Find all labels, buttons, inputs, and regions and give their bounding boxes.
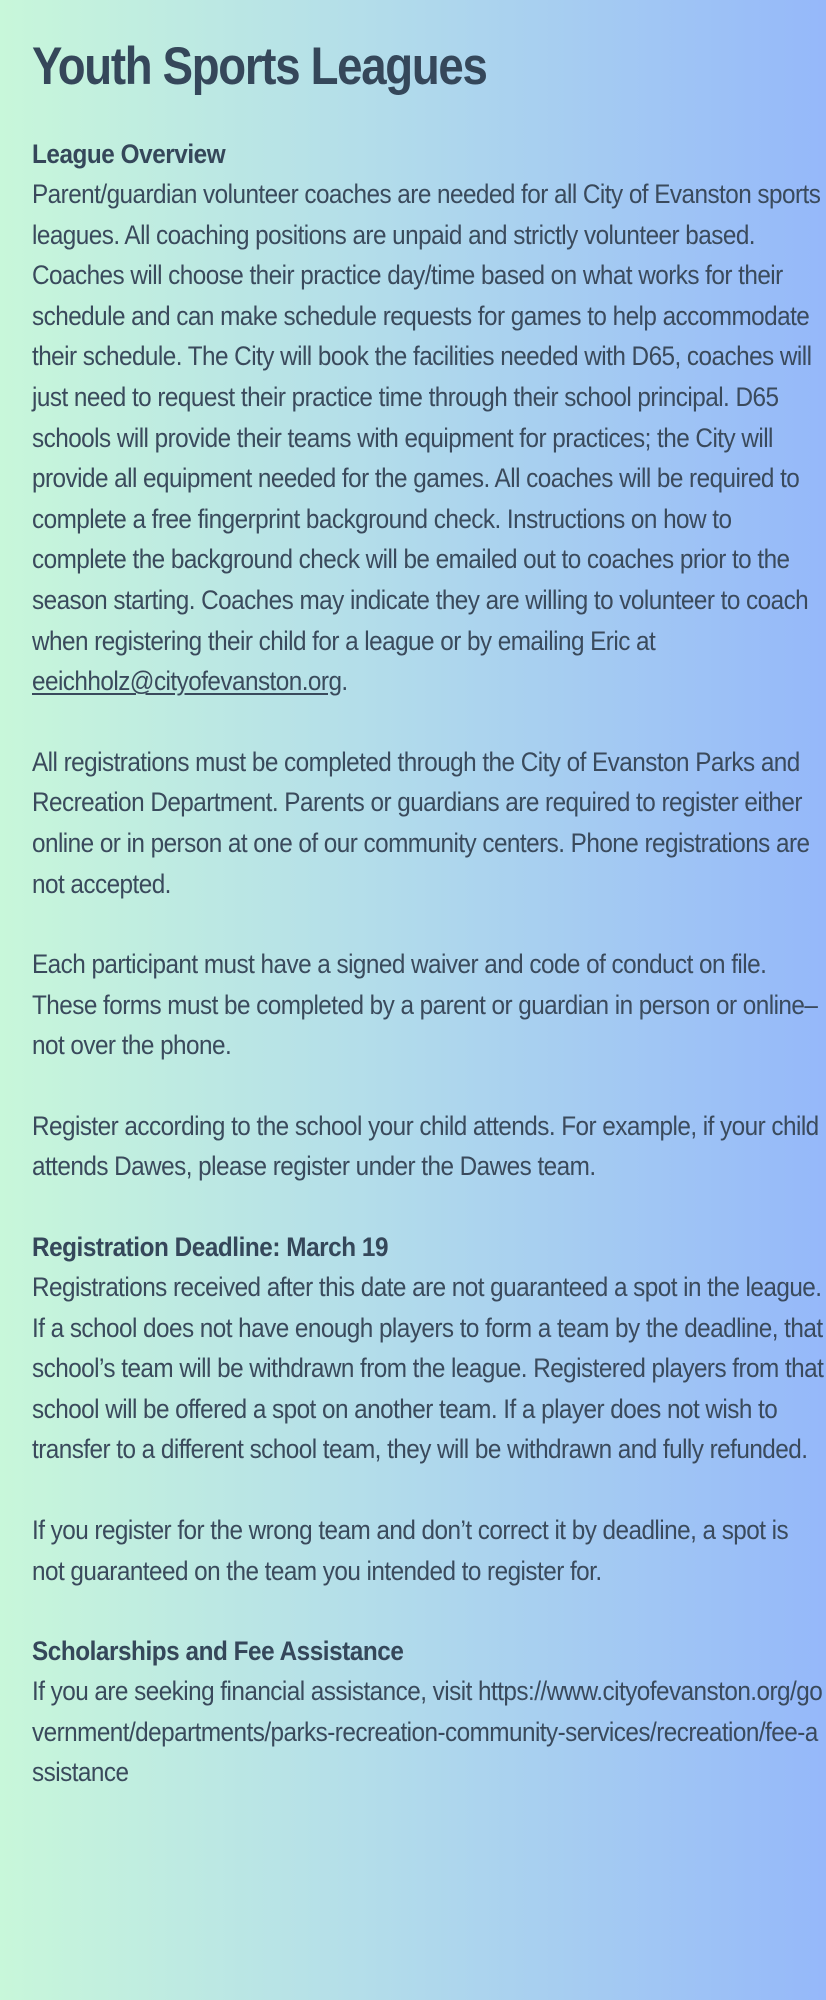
- league-overview-text: Parent/guardian volunteer coaches are needed for all City of Evanston sports leagues. All coaching positions are unpaid and strictly volunteer based. Coaches will choose their practice day/time based on what works for their schedule and can make schedule requests for games to help accommodate their schedule. The City will book the facilities needed with D65, coaches will just need to request their practice time through their school principal. D65 schools will provide their teams with equipment for practices; the City will provide all equipment needed for the games. All coaches will be required to complete a free fingerprint background check. Instructions on how to complete the background check will be emailed out to coaches prior to the season starting. Coaches may indicate they are willing to volunteer to coach when registering their child for a league or by emailing Eric at: [32, 179, 821, 656]
- registration-deadline-section: [32, 1227, 826, 1591]
- wrong-team-paragraph: If you register for the wrong team and don’t correct it by deadline, a spot is not guaranteed on the team you intended to register for.: [32, 1515, 789, 1586]
- waiver-paragraph: Each participant must have a signed waiver and code of conduct on file. These forms must be completed by a parent or guardian in person or online–not over the phone.: [32, 949, 818, 1061]
- registration-deadline-heading: Registration Deadline: March 19: [32, 1232, 389, 1263]
- scholarships-intro: If you are seeking financial assistance, visit: [32, 1676, 479, 1707]
- school-registration-paragraph: Register according to the school your child attends. For example, if your child attends Dawes, please register under the Dawes team.: [32, 1110, 819, 1182]
- deadline-paragraph: Registrations received after this date are not guaranteed a spot in the league. If a school does not have enough players to form a team by the deadline, that school’s team will be withdrawn from the league. Registered players from that school will be offered a spot on another team. If a player does not wish to transfer to a different school team, they will be withdrawn and fully refunded.: [32, 1272, 824, 1465]
- league-overview-paragraph: [32, 174, 824, 702]
- scholarships-heading: Scholarships and Fee Assistance: [32, 1636, 404, 1667]
- registration-requirements-paragraph: All registrations must be completed through the City of Evanston Parks and Recreation Department. Parents or guardians are required to register either online or in person at one of our community centers. Phone registrations are not accepted.: [32, 746, 810, 899]
- scholarships-section: [32, 1631, 826, 1793]
- scholarships-paragraph: [32, 1671, 824, 1793]
- league-overview-section: [32, 134, 826, 1187]
- league-overview-text-end: .: [341, 666, 348, 697]
- coach-email-link[interactable]: eeichholz@cityofevanston.org: [32, 666, 342, 697]
- fee-assistance-url: https://www.cityofevanston.org/government/departments/parks-recreation-community-services/recreation/fee-assistance: [32, 1676, 823, 1788]
- league-overview-heading: League Overview: [32, 139, 226, 169]
- page-title: Youth Sports Leagues: [32, 37, 487, 96]
